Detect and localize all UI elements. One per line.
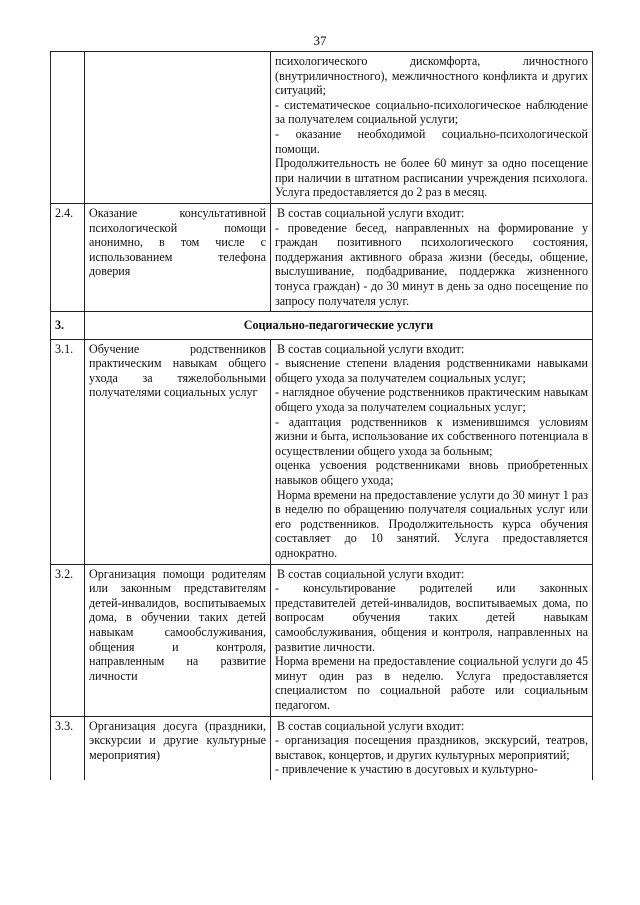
section-header-row [51, 312, 593, 340]
description-line: - привлечение к участию в досуговых и культурно- [275, 762, 538, 777]
description-line: психологического дискомфорта, личностного (внутриличностного), межличностного конфликта и других ситуаций; [275, 54, 588, 98]
service-description [271, 339, 593, 564]
description-line: В состав социальной услуги входит: [277, 205, 465, 220]
description-line: Норма времени на предоставление социальной услуги до 45 минут один раз в неделю. Услуга предоставляется специалистом по социальной работе или социальным педагогом. [275, 654, 588, 712]
description-line: Норма времени на предоставление услуги до 30 минут 1 раз в неделю по обращению получателя социальных услуг или его родственников. Продолжительность курса обучения составляет до 10 занятий. Услуга предоставляется однократно. [275, 487, 588, 560]
service-name [85, 52, 271, 204]
description-line: - выяснение степени владения родственниками навыками общего ухода за получателем социальных услуг; [275, 356, 588, 385]
service-description [271, 564, 593, 716]
service-name: Обучение родственников практическим навыкам общего ухода за тяжелобольными получателями социальных услуг [85, 339, 271, 564]
description-line: Продолжительность не более 60 минут за одно посещение при наличии в штатном расписании учреждения психолога. Услуга предоставляется до 2 раз в месяц. [275, 156, 588, 200]
service-description [271, 716, 593, 780]
description-line: - адаптация родственников к изменившимся условиям жизни и быта, использование их собственного потенциала в осуществлении общего ухода за больным; [275, 414, 588, 458]
description-line: - организация посещения праздников, экскурсий, театров, выставок, концертов, и других культурных мероприятий; [275, 733, 588, 762]
service-name: Оказание консультативной психологической помощи анонимно, в том числе с использованием телефона доверия [85, 203, 271, 311]
table-row [51, 52, 593, 204]
description-line: - наглядное обучение родственников практическим навыкам общего ухода за получателем социальных услуг; [275, 385, 588, 415]
table-row [51, 339, 593, 564]
description-line: В состав социальной услуги входит: [277, 341, 465, 356]
service-description [271, 203, 593, 311]
row-number: 3.2. [51, 564, 85, 716]
description-line: - систематическое социально-психологическое наблюдение за получателем социальной услуги; [275, 97, 588, 127]
row-number [51, 52, 85, 204]
row-number: 3.1. [51, 339, 85, 564]
section-number: 3. [51, 312, 85, 340]
service-name: Организация помощи родителям или законным представителям детей-инвалидов, воспитываемых дома, в обучении таких детей навыкам самообслуживания, общения и контроля, направленным на развитие личности [85, 564, 271, 716]
description-line: - консультирование родителей или законных представителей детей-инвалидов, воспитываемых дома, по вопросам обучения таких детей навыкам самообслуживания, общения и контроля, направленных на развитие личности. [275, 581, 588, 654]
page-number: 37 [313, 33, 327, 48]
table-row [51, 564, 593, 716]
service-description [271, 52, 593, 204]
description-line: - проведение бесед, направленных на формирование у граждан позитивного психологического состояния, поддержания активного образа жизни (беседы, общение, выслушивание, подбадривание, поддержка жизненного тонуса граждан) - до 30 минут в день за одно посещение по запросу получателя услуг. [275, 220, 588, 308]
social-services-table [50, 51, 593, 780]
service-name: Организация досуга (праздники, экскурсии и другие культурные мероприятия) [85, 716, 271, 780]
description-line: В состав социальной услуги входит: [277, 718, 465, 733]
section-title: Социально-педагогические услуги [85, 312, 593, 340]
description-line: В состав социальной услуги входит: [277, 566, 465, 581]
table-row [51, 203, 593, 311]
description-line: оценка усвоения родственниками вновь приобретенных навыков общего ухода; [275, 458, 588, 488]
row-number: 3.3. [51, 716, 85, 780]
description-line: - оказание необходимой социально-психологической помощи. [275, 126, 588, 156]
row-number: 2.4. [51, 203, 85, 311]
table-row [51, 716, 593, 780]
